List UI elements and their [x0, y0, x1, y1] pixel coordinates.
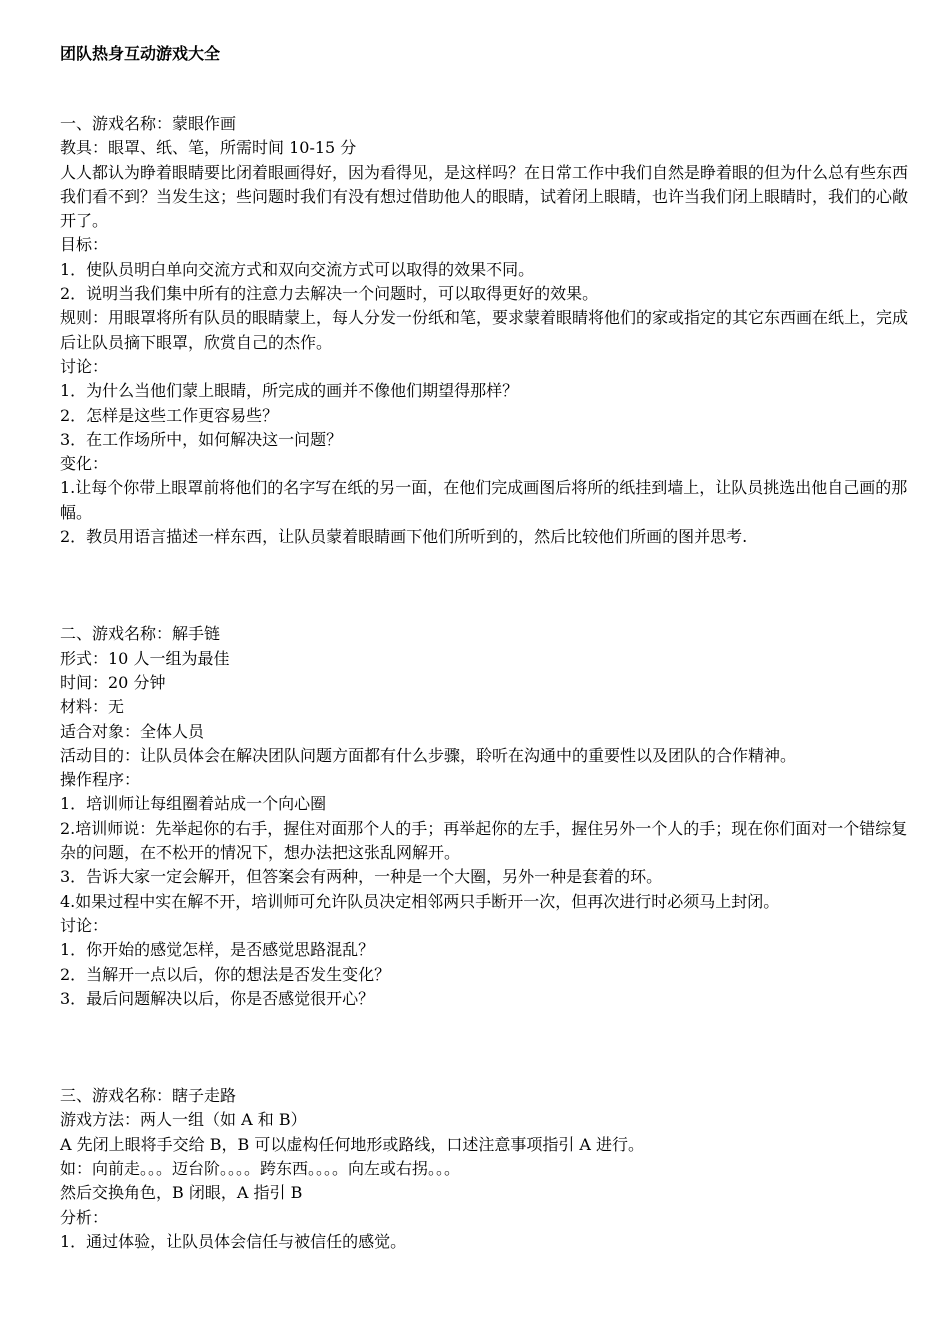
paragraph-line: 目标： [60, 235, 109, 255]
paragraph-line: 讨论： [60, 356, 109, 376]
paragraph-line: 讨论： [60, 915, 109, 935]
document-page [60, 42, 908, 1254]
paragraph-line: 2．当解开一点以后，你的想法是否发生变化？ [60, 964, 391, 984]
paragraph-line: 材料：无 [60, 697, 125, 717]
paragraph-line: 如：向前走。。。迈台阶。。。。跨东西。。。。向左或右拐。。。 [60, 1158, 461, 1178]
paragraph-line: 人人都认为睁着眼睛要比闭着眼画得好，因为看得见，是这样吗？在日常工作中我们自然是睁着眼的但为什么总有些东西我们看不到？当发生这；些问题时我们有没有想过借助他人的眼睛，试着闭上眼睛，也许当我们闭上眼睛时，我们的心敞开了。 [60, 162, 909, 231]
paragraph-line: 分析： [60, 1207, 109, 1227]
paragraph-line: 活动目的：让队员体会在解决团队问题方面都有什么步骤，聆听在沟通中的重要性以及团队的合作精神。 [60, 745, 797, 765]
paragraph-line: 2．怎样是这些工作更容易些？ [60, 405, 279, 425]
spacer [60, 66, 908, 112]
paragraph-line: 1．通过体验，让队员体会信任与被信任的感觉。 [60, 1231, 407, 1251]
section-heading: 一、游戏名称：蒙眼作画 [60, 114, 237, 133]
paragraph-line: 2．教员用语言描述一样东西，让队员蒙着眼睛画下他们所听到的，然后比较他们所画的图并思考. [60, 527, 748, 547]
paragraph-line: 变化： [60, 454, 109, 474]
paragraph-line: 时间：20 分钟 [60, 672, 166, 692]
section-hand-chain [60, 622, 908, 1011]
paragraph-line: 操作程序： [60, 770, 141, 790]
spacer [60, 549, 908, 622]
paragraph-line: 游戏方法：两人一组（如 A 和 B） [60, 1110, 307, 1130]
section-blindfold-drawing [60, 112, 908, 549]
paragraph-line: 3．告诉大家一定会解开，但答案会有两种，一种是一个大圈，另外一种是套着的环。 [60, 867, 663, 887]
paragraph-line: 适合对象：全体人员 [60, 721, 205, 741]
paragraph-line: 规则：用眼罩将所有队员的眼睛蒙上，每人分发一份纸和笔，要求蒙着眼睛将他们的家或指定的其它东西画在纸上，完成后让队员摘下眼罩，欣赏自己的杰作。 [60, 308, 909, 352]
document-title: 团队热身互动游戏大全 [60, 44, 221, 63]
section-heading: 二、游戏名称：解手链 [60, 624, 221, 644]
paragraph-line: 4.如果过程中实在解不开，培训师可允许队员决定相邻两只手断开一次，但再次进行时必须马上封闭。 [60, 891, 780, 911]
paragraph-line: 3．在工作场所中，如何解决这一问题？ [60, 429, 343, 449]
paragraph-line: 教具：眼罩、纸、笔，所需时间 10-15 分 [60, 138, 357, 158]
paragraph-line: 2.培训师说：先举起你的右手，握住对面那个人的手；再举起你的左手，握住另外一个人的手；现在你们面对一个错综复杂的问题，在不松开的情况下，想办法把这张乱网解开。 [60, 818, 908, 863]
paragraph-line: 2．说明当我们集中所有的注意力去解决一个问题时，可以取得更好的效果。 [60, 284, 599, 304]
section-blind-walk [60, 1084, 908, 1254]
paragraph-line: 1．为什么当他们蒙上眼睛，所完成的画并不像他们期望得那样？ [60, 381, 519, 401]
paragraph-line: 3．最后问题解决以后，你是否感觉很开心？ [60, 988, 375, 1008]
paragraph-line: 1．使队员明白单向交流方式和双向交流方式可以取得的效果不同。 [60, 259, 535, 279]
paragraph-line: 形式：10 人一组为最佳 [60, 648, 230, 668]
paragraph-line: 1．培训师让每组圈着站成一个向心圈 [60, 794, 327, 814]
paragraph-line: 1．你开始的感觉怎样，是否感觉思路混乱？ [60, 940, 375, 960]
section-heading: 三、游戏名称：瞎子走路 [60, 1086, 237, 1106]
paragraph-line: 然后交换角色，B 闭眼，A 指引 B [60, 1183, 303, 1203]
spacer [60, 1011, 908, 1084]
paragraph-line: 1.让每个你带上眼罩前将他们的名字写在纸的另一面，在他们完成画图后将所的纸挂到墙上，让队员挑选出他自己画的那幅。 [60, 478, 908, 522]
paragraph-line: A 先闭上眼将手交给 B，B 可以虚构任何地形或路线，口述注意事项指引 A 进行。 [60, 1134, 645, 1154]
